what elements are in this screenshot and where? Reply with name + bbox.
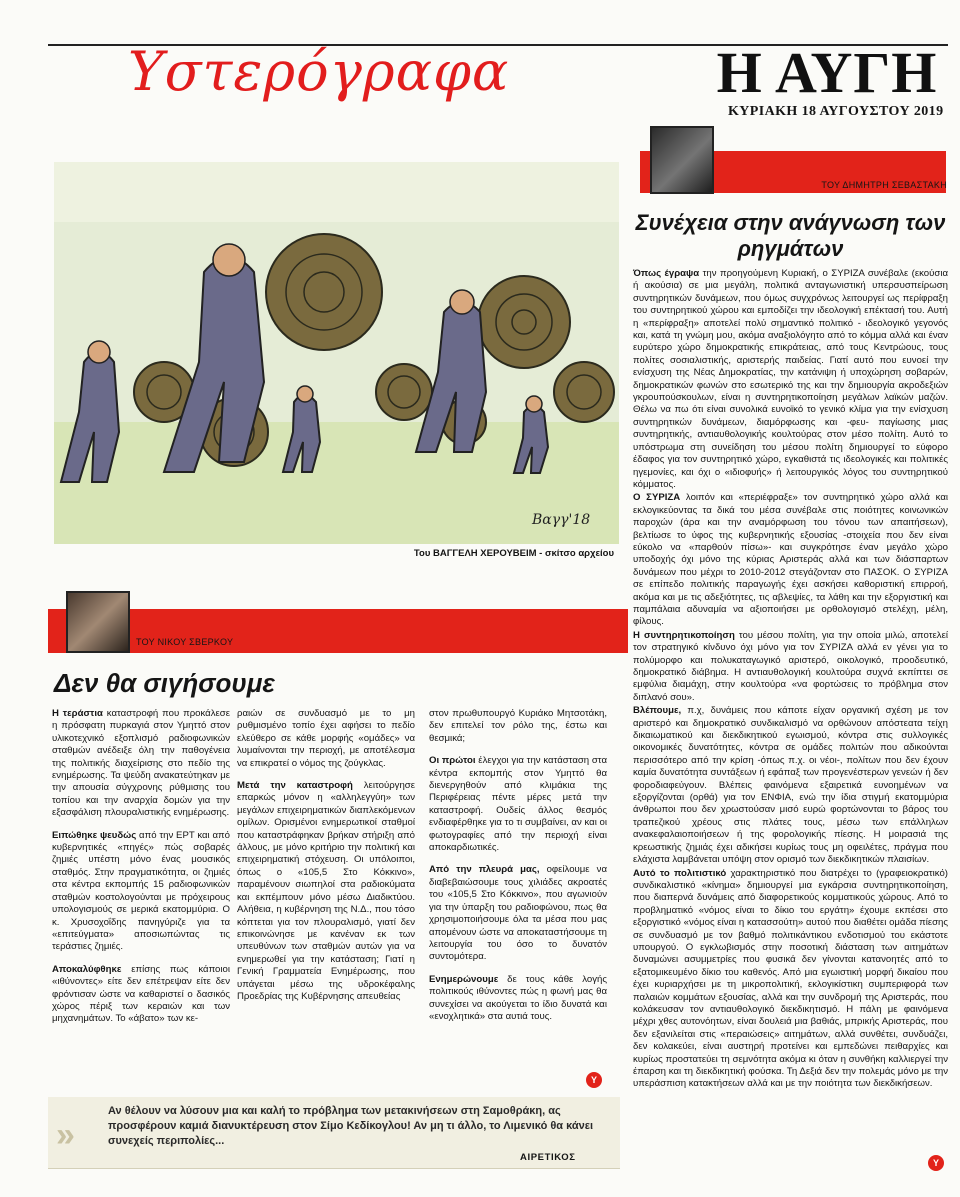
end-mark-icon: Y — [586, 1072, 602, 1088]
paragraph: ραιών σε συνδυασμό με το μη ρυθμισμένο τοπίο έχει αφήσει το πεδίο ελεύθερο σε κάθε μορφής «ομάδες» να λυμαίνονται την περιοχή, με αποτέλεσμα να επικρατεί ο νόμος της ζούγκλας. — [237, 708, 415, 769]
author-photo-left — [66, 591, 130, 653]
aireticos-text: Αν θέλουν να λύσουν μια και καλή το πρόβλημα των μετακινήσεων στη Σαμοθράκη, ας προσφέρουν καμιά διανυκτέρευση στον Σίμο Κεδίκογλου! Αν μη τι άλλο, το Λιμενικό θα κάνει συνεχείς περιπολίες... — [108, 1105, 594, 1147]
paragraph: Ειπώθηκε ψευδώς από την ΕΡΤ και από κυβερνητικές «πηγές» πώς σοβαρές ζημιές υπέστη μόνο ένας μουσικός σταθμός. Στην πραγματικότητα, οι ζημιές στα κέντρα εκπομπής 15 ραδιοφωνικών σταθμών κοστολογούνται με πρόχειρους υπολογισμούς σε μερικά εκατομμύρια. Ο κ. Χρυσοχοΐδης πανηγύριζε για τα «επιτεύγματα» αποσιωπώντας τις τεράστιες ζημιές. — [52, 829, 230, 953]
column-title: Υστερόγραφα — [128, 40, 510, 103]
paragraph: Η συντηρητικοποίηση του μέσου πολίτη, για την οποία μιλώ, αποτελεί τον στρατηγικό κίνδυνο όχι μόνο για τον ΣΥΡΙΖΑ αλλά εν γένει για το πολύμορφο και πολυκαταγωγικό αριστερό, οικολογικό, προοδευτικό, δημοκρατικό διάβημα. Η αντιαυθολογική κουλτούρα συχνά εκπίπτει σε εμφύλια διαμάχη, στην κουλτούρα «να φορτώσεις το πρόβλημα στον διπλανό σου». — [633, 629, 948, 703]
aireticos-signature: ΑΙΡΕΤΙΚΟΣ — [520, 1152, 576, 1163]
paragraph: Ο ΣΥΡΙΖΑ λοιπόν και «περιέφραξε» τον συντηρητικό χώρο αλλά και εκλογικεύοντας τα δικά του μέσα συνέβαλε στις ποιότητες κοινωνικών παροχών (άρα και την αναμόρφωση του τόνου των απαιτήσεων), βελτίωσε το ύφος της κυβερνητικής εξουσίας -στοιχεία που δεν είναι εύκολο να «παρθούν πίσω»- και συγκρότησε έναν μεγάλο χώρο υποδοχής όχι μόνο της κύριας Αριστεράς αλλά και των διάσπαρτων δυνάμεων που μέχρι το 2010-2012 στεγάζονταν στο ΠΑΣΟΚ. Ο ΣΥΡΙΖΑ σε επίπεδο πολιτικής παραγωγής έχει ασκήσει καθοριστική επιρροή, ακόμα και με τις αδεξιότητες, τις αβλεψίες, τα λάθη και την εξοργιστική και παμπάλαια αδυναμία να αξιοποιήσει με ορθολογισμό στελέχη, μέλη, φίλους. — [633, 492, 948, 628]
paragraph: Όπως έγραψα την προηγούμενη Κυριακή, ο ΣΥΡΙΖΑ συνέβαλε (εκούσια ή ακούσια) σε μια μεγάλη, πολιτικά ανταγωνιστική υπερσυσπείρωση συντηρητικών δυνάμεων, που όμως συγχρόνως λειτουργεί ως περίφραξη του συντηρητικού χώρου και εμποδίζει την ιδεολογική επέκτασή του. Αυτή η «περίφραξη» αποτελεί πολύ σημαντικό πολιτικό - ιδεολογικό γεγονός και, κατά τη γνώμη μου, ακόμα αναξιολόγητο από το κόμμα αλλά και έναν ευρύτερο χώρο δημοκρατικής επικράτειας, από τους Κεντρώους, τους πολίτες σοσιαλιστικής, αριστερής παιδείας. Γιατί αυτό που ευνοεί την ενίσχυση της Νέας Δημοκρατίας, την κατάνιψη ή υποχώρηση σοβαρών, δημοκρατικών φωνών στο εσωτερικό της και την δημιουργία ακροδεξιών γκρουπούσκουλων, είναι η συντηρητικοποίηση μεγάλων λαϊκών μαζών. Θέλω να πω ότι είναι συνολικά ευνοϊκό το γενικό κλίμα για την ενίσχυση συντηρητικών δυνάμεων, διαμόρφωσης και -φευ- παγίωσης μιας συντηρητικής, αντιαυθολογικής κουλτούρας στον μέσο πολίτη. Αυτό το υπόστρωμα στη συνείδηση του μέσου πολίτη δημιουργεί το εύφορο έδαφος για τον συντηρητικό χώρο, εγκαθιστά τις ιδεολογικές και πολιτικές ηγεμονίες, και όχι ο «ιδιοφυής» ή λειτουργικός λόγος του συντηρητικού κόμματος. — [633, 268, 948, 490]
paragraph: Αποκαλύφθηκε επίσης πως κάποιοι «ιθύνοντες» είτε δεν επέτρεψαν είτε δεν φρόντισαν ώστε να καθαριστεί ο δασικός χώρος πέριξ των κεραιών και των μηχανημάτων. Το «άβατο» των κε- — [52, 963, 230, 1025]
left-article-headline: Δεν θα σιγήσουμε — [54, 668, 275, 698]
author-bar-left — [48, 609, 628, 653]
cartoonist-signature: Βαγγ'18 — [532, 512, 591, 528]
paragraph: Από την πλευρά μας, οφείλουμε να διαβεβαιώσουμε τους χιλιάδες ακροατές του «105,5 Στο Κόκκινο», που αγωνιούν για την ύπαρξη του ραδιοφώνου, πως θα χρησιμοποιήσουμε όλα τα μέσα που μας απομένουν ώστε να αποκαταστήσουμε τη λειτουργία του όσο το δυνατόν συντομότερα. — [429, 864, 607, 963]
paragraph: Μετά την καταστροφή λειτούργησε επαρκώς μόνον η «αλληλεγγύη» των μεγάλων επιχειρηματικών διαπλεκόμενων ομίλων. Ορισμένοι ενημερωτικοί σταθμοί που καταστράφηκαν βρήκαν στήριξη από άλλους, με μόνο κριτήριο την πολιτική και επιχειρηματική στόχευση. Οι υπόλοιποι, όπως ο «105,5 Στο Κόκκινο», παραμένουν σιωπηλοί στα ραδιοκύματα και εκπέμπουν μόνο μέσω Διαδικτύου. Αλήθεια, η κυβέρνηση της Ν.Δ., που τόσο κόπτεται για τον πλουραλισμό, γιατί δεν επικοινώνησε με κανέναν εκ των υπευθύνων των σταθμών αυτών για να ενημερωθεί για την κατάσταση; Γιατί η Γενική Γραμματεία Ενημέρωσης, που υπάγεται μέσω της υδροκέφαλης Προεδρίας της Κυβέρνησης απευθείας — [237, 780, 415, 1002]
paragraph: Οι πρώτοι έλεγχοι για την κατάσταση στα κέντρα εκπομπής στον Υμηττό θα διενεργηθούν από κλιμάκια της Περιφέρειας πέντε μέρες μετά την καταστροφή. Ουδείς άλλος θεσμός ενδιαφέρθηκε για το τι συμβαίνει, αν και οι φωτογραφίες από την περιοχή είναι αποκαρδιωτικές. — [429, 755, 608, 854]
cartoon-caption: Του ΒΑΓΓΕΛΗ ΧΕΡΟΥΒΕΙΜ - σκίτσο αρχείου — [413, 548, 614, 559]
paragraph: Αυτό το πολιτιστικό χαρακτηριστικό που διατρέχει το (γραφειοκρατικό) συνδικαλιστικό «κίνημα» δημιουργεί μια εγκάρσια συντηρητικοποίηση, που διαπερνά δυνάμεις από διαφορετικούς κομματικούς χώρους. Από το προβληματικό «νόμος είναι το δίκιο του εργάτη» έχουμε εκπέσει στο εξοργιστικό «νόμος είναι η κατασσούτη» αυτού που διαθέτει ομάδα πίεσης σε συνδυασμό με τον βαθμό πολιτικάντικου ενδοτισμού του εκάστοτε υπουργού. Ο εγκλωβισμός στην ποσοτική διάσταση των αιτημάτων δυναμώνει ασυμμετρίες που φυσικά δεν γίνονται κατανοητές από το εξατομικευμένο δίκιο του καθενός. Από μια εγωιστική μορφή δικαίου που έχει κυριαρχήσει με τη μικροπολιτική, εκλογικίστικη συμπεριφορά των παλαιών κομμάτων εξουσίας, αλλά και την συνδρομή της Αριστεράς, που κολάκευσαν τον αντιαυθολογικό διεκδικητισμό. Η πάλη με φαινόμενα μέχρι χθες αυτονόητων, είναι δουλειά μια βαθιάς, μπρικής Αριστεράς, που δεν εξανιλείται στις «περαιώσεις» αιτημάτων, αλλά συνθέτει, συνδυάζει, δεν κολακεύει, είναι αυστηρή προτείνει και εμπεδώνει πειθαρχίες και κυρίως προστατεύει τη σεμνότητα ακόμα κι όταν η συνθήκη καλλιεργεί την έπαρση και τη διεκδικητική φούσκα. Τη Δεξιά δεν την πολεμάς μόνο με την υπεράσπιση κατακτήσεων αλλά και με την ποιότητα των διεκδικήσεων. — [633, 867, 948, 1090]
paragraph: στον πρωθυπουργό Κυριάκο Μητσοτάκη, δεν επιτελεί τον ρόλο της, έστω και θεσμικά; — [429, 708, 607, 744]
right-article-body — [633, 268, 948, 1092]
author-name-right: ΤΟΥ ΔΗΜΗΤΡΗ ΣΕΒΑΣΤΑΚΗ — [821, 180, 947, 190]
cartoon-illustration — [54, 162, 619, 544]
article-column-3 — [429, 708, 607, 1033]
article-column-2 — [237, 708, 415, 1013]
author-photo-right — [650, 126, 714, 194]
double-chevron-icon: » — [56, 1116, 75, 1154]
article-column-1 — [52, 708, 230, 1036]
issue-date: ΚΥΡΙΑΚΗ 18 ΑΥΓΟΥΣΤΟΥ 2019 — [728, 104, 944, 119]
paragraph: Βλέπουμε, π.χ, δυνάμεις που κάποτε είχαν οργανική σχέση με τον αριστερό και δημοκρατικό συνδικαλισμό να ορθώνουν απόστεατα τείχη δικαιωματικού και διεκδικητικού εγωισμού, κόντρα στις συλλογικές οικονομικές δυνατότητες, κόντρα σε ομάδες πολιτών που αδικούνται περισσότερο από την κρίση -όπως π.χ. οι νέοι-, πολίτων που δεν έχουν καμία δυνατότητα συντάξεων ή εφάπαξ των προγενέστερων γενεών ή δεν φοροδιαφεύγουν. Βλέπεις φαινόμενα εξαιρετικά ευνοημένων να εξοργίζονται (ορθά) για τον ΕΝΦΙΑ, ενώ την ίδια στιγμή εκατομμύρια άνθρωποι που δεν χρωστούσαν μισό ευρώ φορτώνονται το βάρος του τραπεζικού χρέους στις πλάτες τους, μέσω των επάλληλων ανακεφαλαιοποιήσεων ή της φορολογικής πίεσης. Η μοιρασιά της κρεωστικής ζημιάς έχει αδικήσει κυρίως τους μη οφειλέτες, πράγμα που ελάχιστα λαμβάνεται υπόψη στον ορισμό των διεκδικητικών πλαισίων. — [633, 705, 948, 866]
paragraph: Ενημερώνουμε δε τους κάθε λογής πολιτικούς ιθύνοντες πώς η φωνή μας θα συνεχίσει να ακούγεται το ίδιο δυνατά και «ενοχλητικά» στα αυτιά τους. — [429, 973, 607, 1022]
author-name-left: ΤΟΥ ΝΙΚΟΥ ΣΒΕΡΚΟΥ — [136, 637, 234, 647]
paragraph: Η τεράστια καταστροφή που προκάλεσε η πρόσφατη πυρκαγιά στον Υμηττό στον υλικοτεχνικό εξοπλισμό ραδιοφωνικών σταθμών ανέδειξε όλη την παθογένεια της πολιτικής διαχείρισης στο πεδίο της ενημέρωσης. Τα ψεύδη ανακατεύτηκαν με την απουσία σύγχρονης ρύθμισης του τοπίου και την αναρχία δομών για την εξασφάλιση πλουραλιστικής ενημέρωσης. — [52, 708, 230, 819]
end-mark-icon: Y — [928, 1155, 944, 1171]
right-article-headline: Συνέχεια στην ανάγνωση των ρηγμάτων — [635, 210, 946, 261]
newspaper-masthead: Η ΑΥΓΗ — [716, 40, 938, 105]
